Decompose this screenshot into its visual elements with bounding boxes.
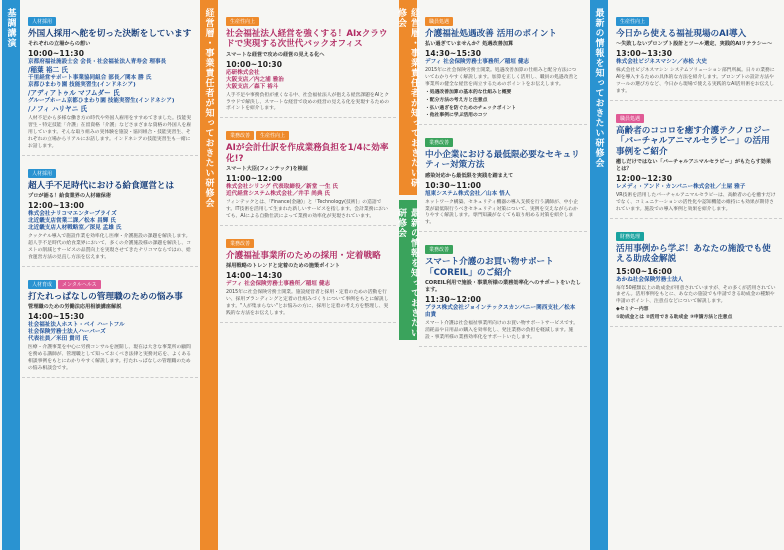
speaker: 株式会社ビジネスマシン／赤松 大史	[616, 59, 708, 66]
session-time: 12:00~12:30	[616, 174, 673, 184]
session-card	[220, 226, 396, 323]
session-description: フィンテックとは、「Finance(金融)」と「Technology(技術)」の造語です。IT技術を活用して生まれた新しいサービスを指します。会計業務においても、AIによる自動仕訳によって業務の効率化が実現されています。	[226, 200, 388, 219]
category-tag: 業務改善	[226, 131, 254, 140]
category-tag: 生産性向上	[256, 131, 289, 140]
speaker: 大阪支店／内之浦 雅治	[226, 76, 284, 83]
category-tag: 人材採用	[28, 17, 56, 26]
speaker: デフィ 社会保険労務士事務所／稲垣 健志	[425, 59, 530, 66]
session-title: スマート介護のお買い物サポート「COREIL」のご紹介	[425, 257, 554, 278]
session-description: 2015年に社会保険労務士開業。処遇改善加算の仕組みと配分方法についてわかりやすく解説します。加算を正しく活用し、職員の処遇改善と事業所の健全な経営を両立するためのポイントをお伝えします。	[425, 68, 579, 88]
session-subtitle: スマート大臣(フィンテック)を検証	[226, 166, 309, 173]
speaker: 株式会社ナリコマエンタープライズ	[28, 211, 117, 218]
bullet-item: ◆セミナー内容	[616, 307, 649, 313]
category-tag: 職員処遇	[425, 17, 453, 26]
session-subtitle: 癒しだけではない「バーチャルアニマルセラピー」がもたらす効果とは？	[616, 159, 772, 173]
session-time: 10:00~10:30	[226, 59, 283, 69]
session-subtitle: スマートな経営で攻めの経営の見える化へ	[226, 51, 325, 58]
bullet-item: ①助成金とは ②活用できる助成金 ③申請方法と注意点	[616, 315, 733, 321]
session-time: 14:00~15:30	[28, 312, 85, 322]
speaker: 京都ひまわり園 技能実習生(インドネシア) /アディアトゥル マフムダー 氏	[28, 82, 136, 98]
speaker: レメディ・アンド・カンパニー株式会社／土屋 雅子	[616, 184, 746, 191]
keynote-band: 基調講演	[2, 0, 20, 550]
session-description: 人材不足から多様な働き方の時代や外国人雇用をすすめてきました。技能実習生・特定技能「介護」在留資格「介護」などさまざまな資格の外国人を雇用しています。そんな取り組みの実体験を施設・協同組合・技能実習生、それぞれの立場からリアルにお話します。インドネシアの技能実習生も一緒にお話します。	[28, 116, 192, 150]
category-tag: 財務処理	[616, 232, 644, 241]
speaker: 応研株式会社	[226, 69, 260, 76]
column-1	[22, 4, 198, 546]
column-2	[220, 4, 396, 546]
session-card	[419, 232, 587, 346]
category-tag: 職員処遇	[616, 114, 644, 123]
session-card	[419, 4, 587, 125]
speaker: 社会保険労務士法人ハーバーズ	[28, 329, 106, 336]
speaker: デフィ 社会保険労務士事務所／稲垣 健志	[226, 281, 331, 288]
session-description: ネットワーク構築、セキュリティ機器の導入支援を行う講師が、中小企業が最低限行うべきセキュリティ対策について、実例を交えながらわかりやすく解説します。専門知識がなくても取り組める対策を紹介します。	[425, 199, 579, 226]
bullet-item: ・配分方法の考え方と注意点	[425, 97, 488, 103]
category-tag: 業務改善	[425, 138, 453, 147]
category-tag: 業務改善	[425, 245, 453, 254]
session-description: 医療・介護事業を中心に労務コンサルを展開し、現在は大きな事業所の顧問を務める講師が、管理職として知っておくべき法律と実務対応を、よくある相談事例をもとにわかりやすく解説します。打たれっぱなしの管理職のための悩み相談会です。	[28, 345, 192, 372]
category-tag: 生産性向上	[226, 17, 259, 26]
session-title: 高齢者のココロを癒す介護テクノロジー「バーチャルアニマルセラピー」の活用事例をご紹介	[616, 126, 771, 157]
speaker: 千里経営サポート事業協同組合 部長／関本 勝 氏	[28, 75, 152, 82]
session-time: 10:30~11:00	[425, 180, 482, 190]
session-subtitle: それぞれの立場からの想い	[28, 41, 91, 48]
session-title: 活用事例から学ぶ！あなたの施設でも使える助成金解説	[616, 243, 771, 265]
management-band-2: 経営層・事業責任者が知っておきたい研修会	[399, 0, 417, 195]
session-time: 14:30~15:30	[425, 49, 482, 59]
speaker: 社会福祉法人ホスト・ベイ ハートフル	[28, 322, 125, 329]
speaker: 京都府福祉施設士会 会長・社会福祉法人青寿会 理事長 /稲葉 裕二 氏	[28, 59, 167, 75]
session-card	[22, 267, 198, 378]
session-card	[610, 101, 782, 219]
session-title: 打たれっぱなしの管理職のための悩み事	[28, 292, 183, 303]
bullet-item: ・払い過ぎを防ぐためのチェックポイント	[425, 105, 516, 111]
category-tag: 業務改善	[226, 239, 254, 248]
session-description: 人手不足や事務負担が重くなる中、社会福祉法人が抱える経営課題をAIとクラウドで解決し、スマートな経営で攻めの経営の見える化を実現するためのポイントを紹介します。	[226, 92, 390, 112]
session-title: AIが会計仕訳を作成業務負担を1/4に効率化!?	[226, 143, 389, 164]
category-tag: 人材採用	[28, 169, 56, 178]
session-subtitle: 感染対応から最低限を実践を踏まえて	[425, 172, 514, 179]
speaker: プラス株式会社ジョインテックスカンパニー関西支社／松本 由貴	[425, 305, 576, 318]
category-tag: 生産性向上	[616, 17, 649, 26]
session-card	[220, 4, 396, 118]
session-card	[22, 4, 198, 156]
category-tag: メンタルヘルス	[58, 280, 101, 289]
session-card	[220, 118, 396, 225]
session-title: 介護福祉処遇改善 活用のポイント	[425, 29, 557, 39]
speaker: グループホーム京都ひまわり園 技能実習生(インドネシア) /ノフィ ハリヤニ 氏	[28, 98, 175, 114]
session-subtitle: 管理職のための労働法応用相談講座解説	[28, 304, 122, 311]
session-description: 2015年に社会保険労務士開業。施設経営者と採用・定着のための活動を行い、採用ブランディングと定着の仕組みづくりについて事例をもとに解説します。"人が集まらない"とお悩みの方に、採用と定着の考え方を整理し、実践的な方法をお伝えします。	[226, 290, 389, 317]
session-time: 14:00~14:30	[226, 271, 283, 281]
bullet-item: ・処遇改善加算の基本的な仕組みと概要	[425, 90, 512, 96]
column-3	[419, 4, 587, 546]
session-description: VR技術を活用したバーチャルアニマルセラピーは、高齢者の心を癒すだけでなく、コミュニケーションの活性化や認知機能の維持にも効果が期待されています。施設での導入事例と効果を紹介します。	[616, 193, 776, 212]
session-description: 株式会社ビジネスマシン システムソリューション部門所属。日々の業務にAIを導入するための具体的な方法を紹介します。プロンプトの設計方法やツールの選び方など、今日から現場で使える実践的なAI活用術をお伝えします。	[616, 68, 775, 95]
speaker: 北近畿支店営業二課／松本 昌輝 氏	[28, 218, 116, 225]
speaker: 近代経営システム株式会社／井手 尚典 氏	[226, 191, 331, 198]
session-title: 超人手不足時代における給食運営とは	[28, 180, 175, 191]
session-time: 11:30~12:00	[425, 295, 482, 305]
session-time: 11:00~12:00	[226, 174, 283, 184]
speaker: 大阪支店／森下 裕斗	[226, 83, 279, 90]
session-card	[22, 156, 198, 267]
column-4	[610, 4, 782, 546]
session-description: スマート介護は社会福祉事業所向けのお買い物サポートサービスです。消耗品や日用品の購入を効率化し、発注業務の負担を軽減します。施設・事業所様の業務効率化をサポートいたします。	[425, 320, 579, 340]
session-time: 13:00~13:30	[616, 49, 673, 59]
session-card	[419, 125, 587, 232]
session-description: 毎年50種類以上の助成金が用意されていますが、その多くが活用されていません。活用事例をもとに、あなたの施設でも申請できる助成金の種類や申請のポイント、注意点などについて解説します。	[616, 285, 776, 305]
session-card	[610, 4, 782, 101]
speaker: 北近畿支店人材戦略室／深見 孟雄 氏	[28, 225, 122, 232]
session-title: 外国人採用へ舵を切った決断をしています	[28, 29, 192, 39]
management-band: 経営層・事業責任者が知っておきたい研修会	[200, 0, 218, 550]
session-card	[610, 219, 782, 327]
bullet-item: ・他社事例に学ぶ活用のコツ	[425, 113, 488, 119]
session-subtitle: プロが語る！給食業界の人材確保術	[28, 193, 112, 200]
session-subtitle: ～失敗しないプロンプト設計とツール選定、実践的AIリテラシー～	[616, 41, 773, 48]
session-title: 中小企業における最低限必要なセキュリティー対策方法	[425, 149, 580, 171]
session-description: クックチル導入で施設作業を効率化し医療・介護施設の課題を解決します。超人手不足時代の給食業界において、多くの介護施設様の課題を解決し、コストの削減とサービスの品質向上を実現させてきたナリコマならではの、給食運営方法の見直し方法を伝えます。	[28, 234, 192, 261]
session-time: 15:00~16:00	[616, 266, 673, 276]
latest-info-band-2: 最新の情報を知っておきたい研修会	[590, 0, 608, 550]
session-time: 10:00~11:30	[28, 49, 85, 59]
session-title: 介護福祉事業所のための採用・定着戦略	[226, 250, 381, 261]
session-title: 社会福祉法人経営を強くする！AIxクラウドで実現する次世代バックオフィス	[226, 29, 388, 50]
session-time: 12:00~13:00	[28, 201, 85, 211]
session-subtitle: COREIL利用で施設・事業所様の業務効率化へのサポートをいたします。	[425, 280, 581, 294]
session-title: 今日から使える福祉現場のAI導入	[616, 29, 747, 39]
session-subtitle: 採用戦略のトレンドと定着のための施策ポイント	[226, 263, 340, 270]
session-subtitle: 払い過ぎていませんか？処遇改善加算	[425, 41, 514, 48]
speaker: あかね社会保険労務士法人	[616, 276, 684, 283]
latest-info-band: 最新の情報を知っておきたい研修会	[399, 200, 417, 340]
speaker: 代表社員／米田 貴司 氏	[28, 336, 88, 343]
speaker: 旭東システム株式会社／山本 悟人	[425, 190, 511, 197]
speaker: 株式会社シリング 代表取締役／新堂 一生 氏	[226, 184, 339, 191]
category-tag: 人材育成	[28, 280, 56, 289]
